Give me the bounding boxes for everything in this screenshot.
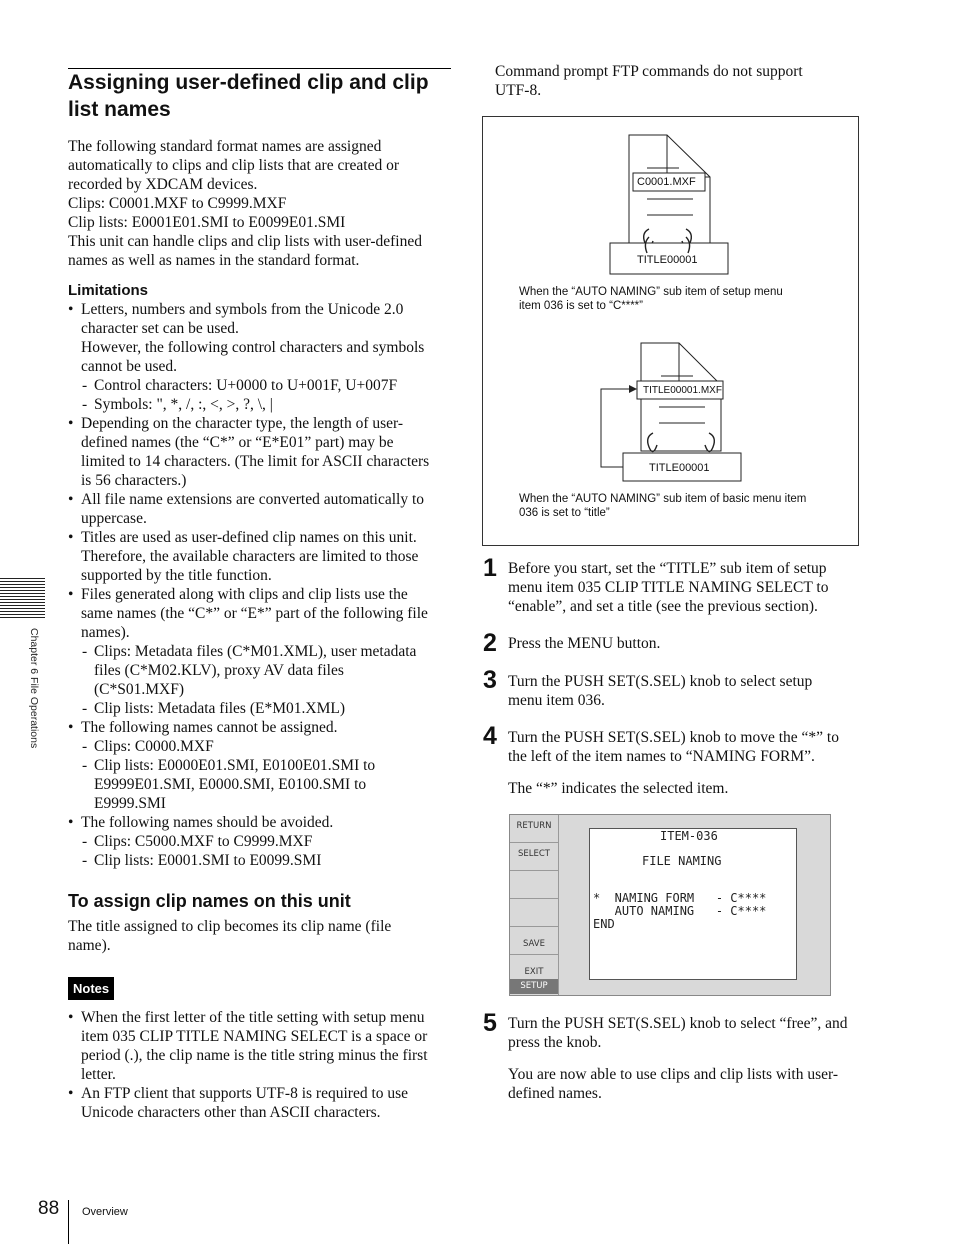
arrowhead-icon xyxy=(629,385,637,393)
limitation-item: • Files generated along with clips and clip lists use the same names (the “C*” or “E*” part of the following file names). - Clips: Metadata files (C*M01.XML), user metadata files (C*M02.KLV), proxy AV data files (C*S01.MXF) - Clip lists: Metadata files (E*M01.XML) xyxy=(68,585,453,718)
figure-caption-1: When the “AUTO NAMING” sub item of setup menu item 036 is set to “C****” xyxy=(519,286,783,312)
notes-badge: Notes xyxy=(68,977,114,1000)
menu-select-button[interactable]: SELECT xyxy=(510,843,558,871)
file-name-2: TITLE00001.MXF xyxy=(643,385,722,396)
limitation-item: • Depending on the character type, the length of user- defined names (the “C*” or “E*E01” part) may be limited to 14 characters. (The limit for ASCII characters is 56 characters.) xyxy=(68,414,453,490)
footer-section: Overview xyxy=(82,1206,128,1218)
step-text: Turn the PUSH SET(S.SEL) knob to select setup menu item 036. xyxy=(508,673,813,709)
menu-item-title: FILE NAMING xyxy=(642,854,722,868)
limitations-list xyxy=(68,300,453,870)
title-name-2: TITLE00001 xyxy=(649,462,710,474)
chapter-tab-label: Chapter 6 File Operations xyxy=(28,628,40,749)
assign-heading: To assign clip names on this unit xyxy=(68,891,351,911)
limitation-item: • Titles are used as user-defined clip names on this unit. Therefore, the available characters are limited to those supported by the title function. xyxy=(68,528,453,585)
step-text: Turn the PUSH SET(S.SEL) knob to move the “*” to the left of the item names to “NAMING FORM”. xyxy=(508,729,839,765)
menu-save-button[interactable]: SAVE xyxy=(510,927,558,955)
limitation-subitem: - Clip lists: Metadata files (E*M01.XML) xyxy=(81,699,453,718)
title-name-1: TITLE00001 xyxy=(637,254,698,266)
page-number: 88 xyxy=(38,1198,60,1219)
assign-paragraph: The title assigned to clip becomes its clip name (file name). xyxy=(68,918,392,954)
limitation-subitem: - Clip lists: E0000E01.SMI, E0100E01.SMI to E9999E01.SMI, E0000.SMI, E0100.SMI to E9999.SMI xyxy=(81,756,453,813)
step-number: 5 xyxy=(483,1009,497,1037)
limitation-item: • Letters, numbers and symbols from the Unicode 2.0 character set can be used. However, the following control characters and symbols cannot be used. - Control characters: U+0000 to U+001F, U+007F - Symbols: ", *, /, :, <, >, ?, \, | xyxy=(68,300,453,414)
note-item: • An FTP client that supports UTF-8 is required to use Unicode characters other than ASCII characters. xyxy=(68,1084,458,1122)
note-item: • When the first letter of the title setting with setup menu item 035 CLIP TITLE NAMING SELECT is a space or period (.), the clip name is the title string minus the first letter. xyxy=(68,1008,458,1084)
menu-setup-button[interactable]: SETUP xyxy=(510,979,558,994)
step-note: The “*” indicates the selected item. xyxy=(508,780,729,797)
section-title-line1: Assigning user-defined clip and clip xyxy=(68,71,429,94)
step-text: Before you start, set the “TITLE” sub item of setup menu item 035 CLIP TITLE NAMING SELECT to “enable”, and set a title (see the previous section). xyxy=(508,560,829,615)
menu-button-column xyxy=(510,815,559,995)
menu-exit-button[interactable]: EXIT xyxy=(510,955,558,983)
menu-item-end[interactable]: END xyxy=(593,917,615,931)
limitation-subitem: - Control characters: U+0000 to U+001F, U+007F xyxy=(81,376,453,395)
step-text: Turn the PUSH SET(S.SEL) knob to select “free”, and press the knob. xyxy=(508,1015,848,1051)
figure-caption-2: When the “AUTO NAMING” sub item of basic menu item 036 is set to “title” xyxy=(519,493,807,519)
intro-line: names as well as names in the standard format. xyxy=(68,252,360,269)
notes-list xyxy=(68,1008,458,1122)
menu-display xyxy=(589,828,797,980)
menu-item-auto-naming[interactable]: AUTO NAMING - C**** xyxy=(593,904,767,918)
step-text: Press the MENU button. xyxy=(508,635,661,652)
step-number: 3 xyxy=(483,666,497,694)
menu-screen xyxy=(509,814,831,996)
limitation-item: • All file name extensions are converted automatically to uppercase. xyxy=(68,490,453,528)
intro-line: automatically to clips and clip lists that are created or xyxy=(68,157,399,174)
menu-item-number: ITEM-036 xyxy=(660,829,718,843)
file-document-icon xyxy=(629,135,710,259)
menu-return-button[interactable]: RETURN xyxy=(510,815,558,843)
step-number: 4 xyxy=(483,722,497,750)
intro-line: Clip lists: E0001E01.SMI to E0099E01.SMI xyxy=(68,214,346,231)
limitation-subitem: - Symbols: ", *, /, :, <, >, ?, \, | xyxy=(81,395,453,414)
file-name-1: C0001.MXF xyxy=(637,176,696,188)
limitations-heading: Limitations xyxy=(68,282,149,299)
limitation-subitem: - Clips: Metadata files (C*M01.XML), user metadata files (C*M02.KLV), proxy AV data files (C*S01.MXF) xyxy=(81,642,453,699)
step-note: You are now able to use clips and clip lists with user- defined names. xyxy=(508,1066,839,1102)
ftp-note: Command prompt FTP commands do not support UTF-8. xyxy=(495,63,803,99)
limitation-item: • The following names cannot be assigned. - Clips: C0000.MXF - Clip lists: E0000E01.SMI, E0100E01.SMI to E9999E01.SMI, E0000.SMI, E0100.SMI to E9999.SMI xyxy=(68,718,453,813)
limitation-subitem: - Clips: C5000.MXF to C9999.MXF xyxy=(81,832,453,851)
limitation-subitem: - Clip lists: E0001.SMI to E0099.SMI xyxy=(81,851,453,870)
footer-divider xyxy=(68,1200,69,1244)
naming-figure xyxy=(482,116,859,546)
limitation-item: • The following names should be avoided. - Clips: C5000.MXF to C9999.MXF - Clip lists: E0001.SMI to E0099.SMI xyxy=(68,813,453,870)
intro-line: Clips: C0001.MXF to C9999.MXF xyxy=(68,195,287,212)
section-title xyxy=(68,69,468,123)
intro-line: recorded by XDCAM devices. xyxy=(68,176,258,193)
step-number: 1 xyxy=(483,554,497,582)
menu-blank-button[interactable] xyxy=(510,871,558,899)
intro-paragraph xyxy=(68,137,458,270)
step-number: 2 xyxy=(483,629,497,657)
menu-item-naming-form[interactable]: * NAMING FORM - C**** xyxy=(593,891,767,905)
limitation-subitem: - Clips: C0000.MXF xyxy=(81,737,453,756)
intro-line: The following standard format names are assigned xyxy=(68,138,382,155)
section-title-line2: list names xyxy=(68,98,171,121)
chapter-tab-stripes xyxy=(0,578,45,620)
intro-line: This unit can handle clips and clip lists with user-defined xyxy=(68,233,422,250)
menu-blank-button[interactable] xyxy=(510,899,558,927)
